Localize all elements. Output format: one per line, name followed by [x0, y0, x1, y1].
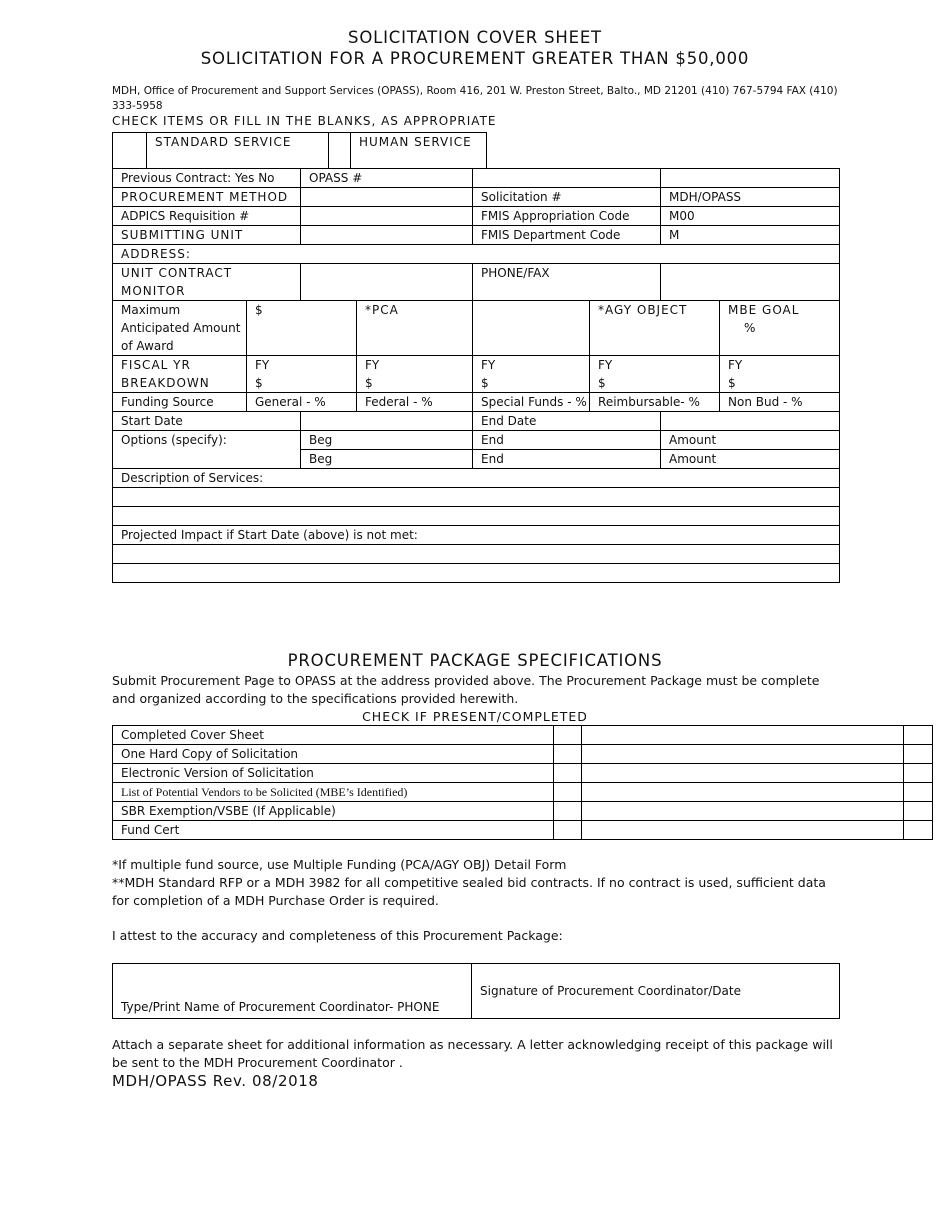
checklist-checkbox[interactable] [554, 726, 582, 745]
end-date-field[interactable] [661, 412, 840, 431]
phone-fax-label: PHONE/FAX [473, 264, 661, 301]
signature-table [112, 963, 840, 1019]
adpics-field[interactable] [301, 207, 473, 226]
checklist-checkbox[interactable] [554, 764, 582, 783]
main-form-table [112, 168, 840, 583]
mbe-goal-field[interactable] [720, 301, 840, 356]
special-funds-field[interactable]: Special Funds - % [473, 393, 590, 412]
fmis-department-field[interactable]: M [661, 226, 840, 245]
service-type-table [112, 132, 487, 169]
form-title: SOLICITATION COVER SHEET [348, 28, 602, 47]
fy-field-4[interactable]: FY $ [590, 356, 720, 393]
previous-contract-label[interactable]: Previous Contract: Yes No [113, 169, 301, 188]
end-date-label: End Date [473, 412, 661, 431]
package-title: PROCUREMENT PACKAGE SPECIFICATIONS [287, 651, 663, 670]
checklist-checkbox-2[interactable] [904, 745, 933, 764]
adpics-label: ADPICS Requisition # [113, 207, 301, 226]
checklist-checkbox[interactable] [554, 745, 582, 764]
impact-label: Projected Impact if Start Date (above) is not met: [113, 526, 840, 545]
options-label: Options (specify): [113, 431, 301, 450]
blank-field[interactable] [661, 169, 840, 188]
attest-text: I attest to the accuracy and completeness of this Procurement Package: [112, 928, 563, 943]
max-award-label: Maximum Anticipated Amount of Award [113, 301, 247, 356]
procurement-method-field[interactable] [301, 188, 473, 207]
submitting-unit-label: SUBMITTING UNIT [113, 226, 301, 245]
option-1-end[interactable]: End [473, 431, 661, 450]
fy-field-5[interactable]: FY $ [720, 356, 840, 393]
checklist-checkbox[interactable] [554, 802, 582, 821]
agy-object-label: *AGY OBJECT [590, 301, 720, 356]
checklist-note[interactable] [582, 726, 904, 745]
start-date-field[interactable] [301, 412, 473, 431]
checklist-note[interactable] [582, 764, 904, 783]
procurement-method-label: PROCUREMENT METHOD [113, 188, 301, 207]
description-line-1[interactable] [113, 488, 840, 507]
submitting-unit-field[interactable] [301, 226, 473, 245]
option-2-end[interactable]: End [473, 450, 661, 469]
coordinator-name-field[interactable]: Type/Print Name of Procurement Coordinator- PHONE [113, 964, 472, 1019]
checklist-note[interactable] [582, 745, 904, 764]
phone-fax-field[interactable] [661, 264, 840, 301]
fmis-appropriation-field[interactable]: M00 [661, 207, 840, 226]
standard-service-checkbox[interactable] [113, 133, 147, 169]
checklist-item-label: SBR Exemption/VSBE (If Applicable) [113, 802, 554, 821]
check-header: CHECK IF PRESENT/COMPLETED [362, 709, 588, 724]
checklist-checkbox-2[interactable] [904, 802, 933, 821]
option-1-beg[interactable]: Beg [301, 431, 473, 450]
non-bud-field[interactable]: Non Bud - % [720, 393, 840, 412]
checklist-checkbox-2[interactable] [904, 783, 933, 802]
mbe-goal-label: MBE GOAL [728, 303, 800, 317]
checklist-note[interactable] [582, 802, 904, 821]
checklist-checkbox-2[interactable] [904, 821, 933, 840]
solicitation-number-field[interactable]: MDH/OPASS [661, 188, 840, 207]
checklist-checkbox[interactable] [554, 783, 582, 802]
checklist-item-label: Fund Cert [113, 821, 554, 840]
impact-line-1[interactable] [113, 545, 840, 564]
description-line-2[interactable] [113, 507, 840, 526]
package-checklist [112, 725, 933, 840]
attach-note: Attach a separate sheet for additional information as necessary. A letter acknowledging receipt of this package will be sent to the MDH Procurement Coordinator . [112, 1037, 833, 1070]
checklist-item-label: Completed Cover Sheet [113, 726, 554, 745]
checklist-checkbox-2[interactable] [904, 726, 933, 745]
human-service-label: HUMAN SERVICE [351, 133, 487, 169]
opass-number-label: OPASS # [301, 169, 473, 188]
unit-contract-monitor-field[interactable] [301, 264, 473, 301]
form-subtitle: SOLICITATION FOR A PROCUREMENT GREATER THAN $50,000 [200, 49, 750, 68]
coordinator-signature-field[interactable]: Signature of Procurement Coordinator/Date [472, 964, 840, 1019]
solicitation-number-label: Solicitation # [473, 188, 661, 207]
description-label: Description of Services: [113, 469, 840, 488]
checklist-checkbox[interactable] [554, 821, 582, 840]
checklist-note[interactable] [582, 821, 904, 840]
pca-field[interactable] [473, 301, 590, 356]
option-2-amount[interactable]: Amount [661, 450, 840, 469]
opass-number-field[interactable] [473, 169, 661, 188]
fy-field-3[interactable]: FY $ [473, 356, 590, 393]
mbe-goal-percent: % [744, 321, 757, 335]
standard-service-label: STANDARD SERVICE [147, 133, 329, 169]
office-address: MDH, Office of Procurement and Support Services (OPASS), Room 416, 201 W. Preston Street, Balto., MD 21201 (410) 767-5794 FAX (410) 333-5958 [112, 85, 838, 112]
reimbursable-field[interactable]: Reimbursable- % [590, 393, 720, 412]
revision-label: MDH/OPASS Rev. 08/2018 [112, 1072, 319, 1090]
checklist-note[interactable] [582, 783, 904, 802]
checklist-item-label: Electronic Version of Solicitation [113, 764, 554, 783]
note-rfp: **MDH Standard RFP or a MDH 3982 for all competitive sealed bid contracts. If no contract is used, sufficient data for completion of a MDH Purchase Order is required. [112, 875, 826, 908]
note-multiple-funding: *If multiple fund source, use Multiple Funding (PCA/AGY OBJ) Detail Form [112, 857, 567, 872]
fy-field-2[interactable]: FY $ [357, 356, 473, 393]
federal-funds-field[interactable]: Federal - % [357, 393, 473, 412]
checklist-item-label: List of Potential Vendors to be Solicited (MBE’s Identified) [113, 783, 554, 802]
options-spacer [113, 450, 301, 469]
general-funds-field[interactable]: General - % [247, 393, 357, 412]
fiscal-year-label: FISCAL YR BREAKDOWN [113, 356, 247, 393]
checklist-checkbox-2[interactable] [904, 764, 933, 783]
fy-field-1[interactable]: FY $ [247, 356, 357, 393]
option-2-beg[interactable]: Beg [301, 450, 473, 469]
address-field[interactable]: ADDRESS: [113, 245, 840, 264]
funding-source-label: Funding Source [113, 393, 247, 412]
impact-line-2[interactable] [113, 564, 840, 583]
unit-contract-monitor-label: UNIT CONTRACT MONITOR [113, 264, 301, 301]
max-award-field[interactable]: $ [247, 301, 357, 356]
option-1-amount[interactable]: Amount [661, 431, 840, 450]
instruction-text: CHECK ITEMS OR FILL IN THE BLANKS, AS APPROPRIATE [112, 114, 497, 128]
checklist-item-label: One Hard Copy of Solicitation [113, 745, 554, 764]
pca-label: *PCA [357, 301, 473, 356]
package-instructions: Submit Procurement Page to OPASS at the address provided above. The Procurement Package must be complete and organized according to the specifications provided herewith. [112, 673, 820, 706]
fmis-department-label: FMIS Department Code [473, 226, 661, 245]
human-service-checkbox[interactable] [329, 133, 351, 169]
start-date-label: Start Date [113, 412, 301, 431]
fmis-appropriation-label: FMIS Appropriation Code [473, 207, 661, 226]
